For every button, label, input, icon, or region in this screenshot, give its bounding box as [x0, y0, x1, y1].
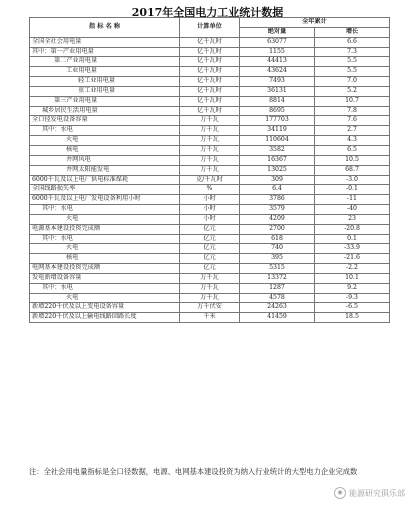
row-name: 并网太阳能发电: [30, 165, 180, 175]
table-row: [30, 273, 390, 283]
row-unit: 亿元: [180, 224, 240, 234]
table-row: [30, 67, 390, 77]
table-row: [30, 106, 390, 116]
row-name: 其中：水电: [30, 234, 180, 244]
row-absolute-value: 2700: [240, 224, 315, 234]
row-growth: 5.5: [315, 67, 390, 77]
row-unit: 亿千瓦时: [180, 67, 240, 77]
row-growth: 5.5: [315, 57, 390, 67]
row-unit: 亿元: [180, 234, 240, 244]
table-body: [30, 37, 390, 322]
row-unit: 亿元: [180, 254, 240, 264]
row-growth: 6.5: [315, 145, 390, 155]
row-unit: 亿千瓦时: [180, 77, 240, 87]
table-row: [30, 264, 390, 274]
row-absolute-value: 41459: [240, 313, 315, 323]
row-growth: 7.8: [315, 106, 390, 116]
row-growth: 5.2: [315, 86, 390, 96]
row-unit: 亿千瓦时: [180, 96, 240, 106]
row-absolute-value: 110604: [240, 136, 315, 146]
row-name: 6000千瓦及以上电厂供电标准煤耗: [30, 175, 180, 185]
row-unit: 万千瓦: [180, 155, 240, 165]
row-unit: 亿千瓦时: [180, 57, 240, 67]
row-growth: -20.8: [315, 224, 390, 234]
row-name: 其中：水电: [30, 205, 180, 215]
row-unit: 万千瓦: [180, 293, 240, 303]
row-absolute-value: 3579: [240, 205, 315, 215]
row-absolute-value: 177703: [240, 116, 315, 126]
row-growth: -21.6: [315, 254, 390, 264]
row-growth: 2.7: [315, 126, 390, 136]
row-name: 第二产业用电量: [30, 57, 180, 67]
row-absolute-value: 1287: [240, 283, 315, 293]
row-absolute-value: 3582: [240, 145, 315, 155]
row-unit: 克/千瓦时: [180, 175, 240, 185]
row-name: 电网基本建设投资完成额: [30, 264, 180, 274]
row-absolute-value: 6.4: [240, 185, 315, 195]
table-row: [30, 185, 390, 195]
statistics-table: [29, 17, 390, 323]
row-absolute-value: 740: [240, 244, 315, 254]
row-growth: 4.3: [315, 136, 390, 146]
row-unit: 亿千瓦时: [180, 86, 240, 96]
row-absolute-value: 13025: [240, 165, 315, 175]
row-growth: -2.2: [315, 264, 390, 274]
row-name: 全口径发电设备容量: [30, 116, 180, 126]
row-unit: 亿千瓦时: [180, 37, 240, 47]
table-row: [30, 313, 390, 323]
row-name: 核电: [30, 254, 180, 264]
row-unit: 亿千瓦时: [180, 106, 240, 116]
row-unit: 小时: [180, 214, 240, 224]
row-name: 火电: [30, 136, 180, 146]
row-growth: 9.2: [315, 283, 390, 293]
row-growth: -6.5: [315, 303, 390, 313]
row-unit: 小时: [180, 205, 240, 215]
row-name: 核电: [30, 145, 180, 155]
row-absolute-value: 36131: [240, 86, 315, 96]
row-unit: 小时: [180, 195, 240, 205]
row-absolute-value: 7493: [240, 77, 315, 87]
row-unit: 万千伏安: [180, 303, 240, 313]
table-row: [30, 165, 390, 175]
table-row: [30, 205, 390, 215]
row-absolute-value: 4209: [240, 214, 315, 224]
row-growth: 10.1: [315, 273, 390, 283]
table-row: [30, 145, 390, 155]
row-growth: -33.9: [315, 244, 390, 254]
row-growth: 7.3: [315, 47, 390, 57]
row-unit: 亿元: [180, 264, 240, 274]
row-growth: 7.6: [315, 116, 390, 126]
row-name: 6000千瓦及以上电厂发电设备利用小时: [30, 195, 180, 205]
row-growth: 68.7: [315, 165, 390, 175]
row-unit: %: [180, 185, 240, 195]
table-row: [30, 175, 390, 185]
row-name: 其中：第一产业用电量: [30, 47, 180, 57]
row-absolute-value: 618: [240, 234, 315, 244]
row-name: 第三产业用电量: [30, 96, 180, 106]
row-absolute-value: 8814: [240, 96, 315, 106]
row-unit: 千米: [180, 313, 240, 323]
row-unit: 万千瓦: [180, 116, 240, 126]
row-growth: 18.5: [315, 313, 390, 323]
row-growth: -11: [315, 195, 390, 205]
row-name: 电源基本建设投资完成额: [30, 224, 180, 234]
table-row: [30, 86, 390, 96]
row-unit: 万千瓦: [180, 283, 240, 293]
row-absolute-value: 1155: [240, 47, 315, 57]
header-indicator-name: 指 标 名 称: [30, 18, 180, 38]
row-name: 火电: [30, 244, 180, 254]
row-absolute-value: 24263: [240, 303, 315, 313]
table-row: [30, 96, 390, 106]
row-growth: 6.6: [315, 37, 390, 47]
row-absolute-value: 63077: [240, 37, 315, 47]
header-absolute-value: 绝对量: [240, 27, 315, 37]
row-growth: -9.3: [315, 293, 390, 303]
row-absolute-value: 43624: [240, 67, 315, 77]
row-unit: 亿元: [180, 244, 240, 254]
row-name: 重工业用电量: [30, 86, 180, 96]
row-unit: 万千瓦: [180, 273, 240, 283]
row-growth: 10.7: [315, 96, 390, 106]
row-unit: 万千瓦: [180, 145, 240, 155]
row-name: 新增220千伏及以上变电设备容量: [30, 303, 180, 313]
footnote: 注：全社会用电量指标是全口径数据，电源、电网基本建设投资为纳入行业统计的大型电力企业完成数: [29, 467, 358, 476]
row-unit: 万千瓦: [180, 136, 240, 146]
row-growth: 23: [315, 214, 390, 224]
table-row: [30, 244, 390, 254]
wechat-icon: ◉: [334, 487, 346, 499]
table-row: [30, 224, 390, 234]
row-name: 其中：水电: [30, 283, 180, 293]
header-annual-total: 全年累计: [240, 18, 390, 28]
table-row: [30, 195, 390, 205]
row-growth: -3.0: [315, 175, 390, 185]
row-growth: 7.0: [315, 77, 390, 87]
header-growth: 增长: [315, 27, 390, 37]
row-absolute-value: 16367: [240, 155, 315, 165]
row-absolute-value: 5315: [240, 264, 315, 274]
table-row: [30, 126, 390, 136]
page-title: 2017年全国电力工业统计数据: [131, 6, 284, 19]
row-name: 发电新增设备容量: [30, 273, 180, 283]
row-name: 轻工业用电量: [30, 77, 180, 87]
row-name: 火电: [30, 293, 180, 303]
row-absolute-value: 44413: [240, 57, 315, 67]
table-row: [30, 47, 390, 57]
row-absolute-value: 3786: [240, 195, 315, 205]
table-row: [30, 293, 390, 303]
row-name: 其中：水电: [30, 126, 180, 136]
table-row: [30, 234, 390, 244]
table-row: [30, 283, 390, 293]
table-row: [30, 155, 390, 165]
row-name: 全国全社会用电量: [30, 37, 180, 47]
row-name: 全国线路损失率: [30, 185, 180, 195]
row-absolute-value: 395: [240, 254, 315, 264]
watermark-text: 能源研究俱乐部: [349, 488, 405, 498]
row-name: 并网风电: [30, 155, 180, 165]
table-row: [30, 57, 390, 67]
row-name: 火电: [30, 214, 180, 224]
row-absolute-value: 8695: [240, 106, 315, 116]
watermark: [334, 487, 405, 499]
row-growth: 10.5: [315, 155, 390, 165]
row-absolute-value: 13372: [240, 273, 315, 283]
table-row: [30, 136, 390, 146]
row-name: 城乡居民生活用电量: [30, 106, 180, 116]
row-growth: -0.1: [315, 185, 390, 195]
row-name: 新增220千伏及以上输电线路回路长度: [30, 313, 180, 323]
header-unit: 计算单位: [180, 18, 240, 38]
row-growth: -40: [315, 205, 390, 215]
row-absolute-value: 4578: [240, 293, 315, 303]
row-unit: 万千瓦: [180, 126, 240, 136]
table-row: [30, 303, 390, 313]
row-unit: 万千瓦: [180, 165, 240, 175]
row-name: 工业用电量: [30, 67, 180, 77]
row-absolute-value: 34119: [240, 126, 315, 136]
row-absolute-value: 309: [240, 175, 315, 185]
row-unit: 亿千瓦时: [180, 47, 240, 57]
table-row: [30, 37, 390, 47]
table-row: [30, 77, 390, 87]
table-row: [30, 254, 390, 264]
table-row: [30, 116, 390, 126]
table-row: [30, 214, 390, 224]
row-growth: 0.1: [315, 234, 390, 244]
